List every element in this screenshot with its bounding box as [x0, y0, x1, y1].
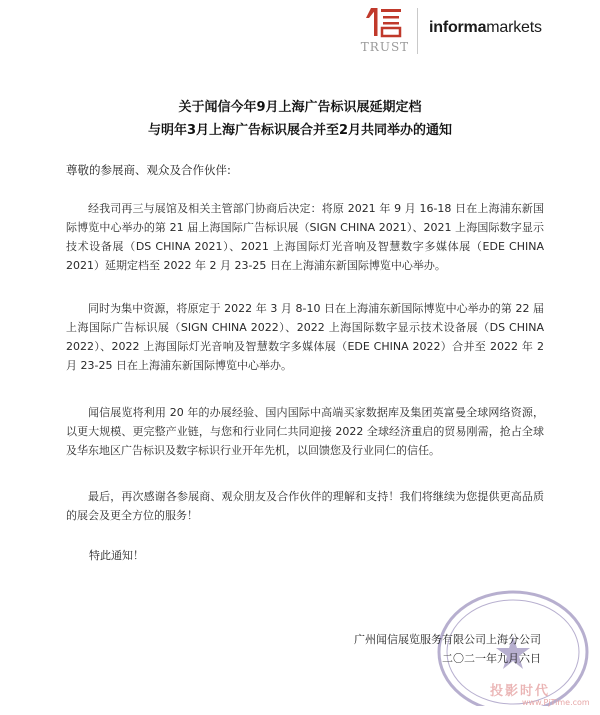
- closing-notice: 特此通知！: [89, 549, 144, 562]
- watermark-site: www.PjTime.com: [522, 698, 590, 707]
- greeting: 尊敬的参展商、观众及合作伙伴:: [66, 163, 231, 177]
- trust-logo-text: TRUST: [360, 40, 410, 54]
- paragraph-merger: 同时为集中资源，将原定于 2022 年 3 月 8-10 日在上海浦东新国际博览中心举办的第 22 届上海国际广告标识展（SIGN CHINA 2022）、2022 上海国际数字显示技术设备展（DS CHINA 2022）、2022 上海国际灯光音响及智慧数字多媒体展（EDE CHINA 2022）合并至 2022 年 2 月 23-25 日在上海浦东新国际博览中心举办。: [66, 302, 544, 372]
- signature-date: 二〇二一年九月六日: [442, 652, 541, 665]
- informa-markets-logo: [429, 19, 542, 37]
- paragraph-thanks: 最后，再次感谢各参展商、观众朋友及合作伙伴的理解和支持！我们将继续为您提供更高品质的展会及更全方位的服务！: [66, 490, 544, 522]
- brand-word-markets: markets: [486, 19, 542, 36]
- header: [0, 0, 600, 62]
- signature-company: 广州闻信展览服务有限公司上海分公司: [354, 633, 541, 646]
- watermark-text: 投影时代: [490, 684, 551, 699]
- trust-logo: [356, 6, 416, 58]
- signature-block: [333, 630, 541, 668]
- paragraph-postponement: 经我司再三与展馆及相关主管部门协商后决定：将原 2021 年 9 月 16-18 日在上海浦东新国际博览中心举办的第 21 届上海国际广告标识展（SIGN CHINA 2021）、2021 上海国际数字显示技术设备展（DS CHINA 2021）、2021 上海国际灯光音响及智慧数字多媒体展（EDE CHINA 2021）延期定档至 2022 年 2 月 23-25 日在上海浦东新国际博览中心举办。: [66, 202, 544, 272]
- notice-title-line1: 关于闻信今年9月上海广告标识展延期定档: [178, 100, 422, 115]
- paragraph-resources: 闻信展览将利用 20 年的办展经验、国内国际中高端买家数据库及集团英富曼全球网络资源，以更大规模、更完整产业链，与您和行业同仁共同迎接 2022 全球经济重启的贸易刚需，抢占全球及华东地区广告标识及数字标识行业开年先机，以回馈您及行业同仁的信任。: [66, 406, 544, 457]
- notice-title-line2: 与明年3月上海广告标识展合并至2月共同举办的通知: [147, 123, 453, 138]
- header-divider: [417, 8, 418, 54]
- brand-word-informa: informa: [429, 19, 487, 36]
- trust-logo-icon: [366, 6, 404, 38]
